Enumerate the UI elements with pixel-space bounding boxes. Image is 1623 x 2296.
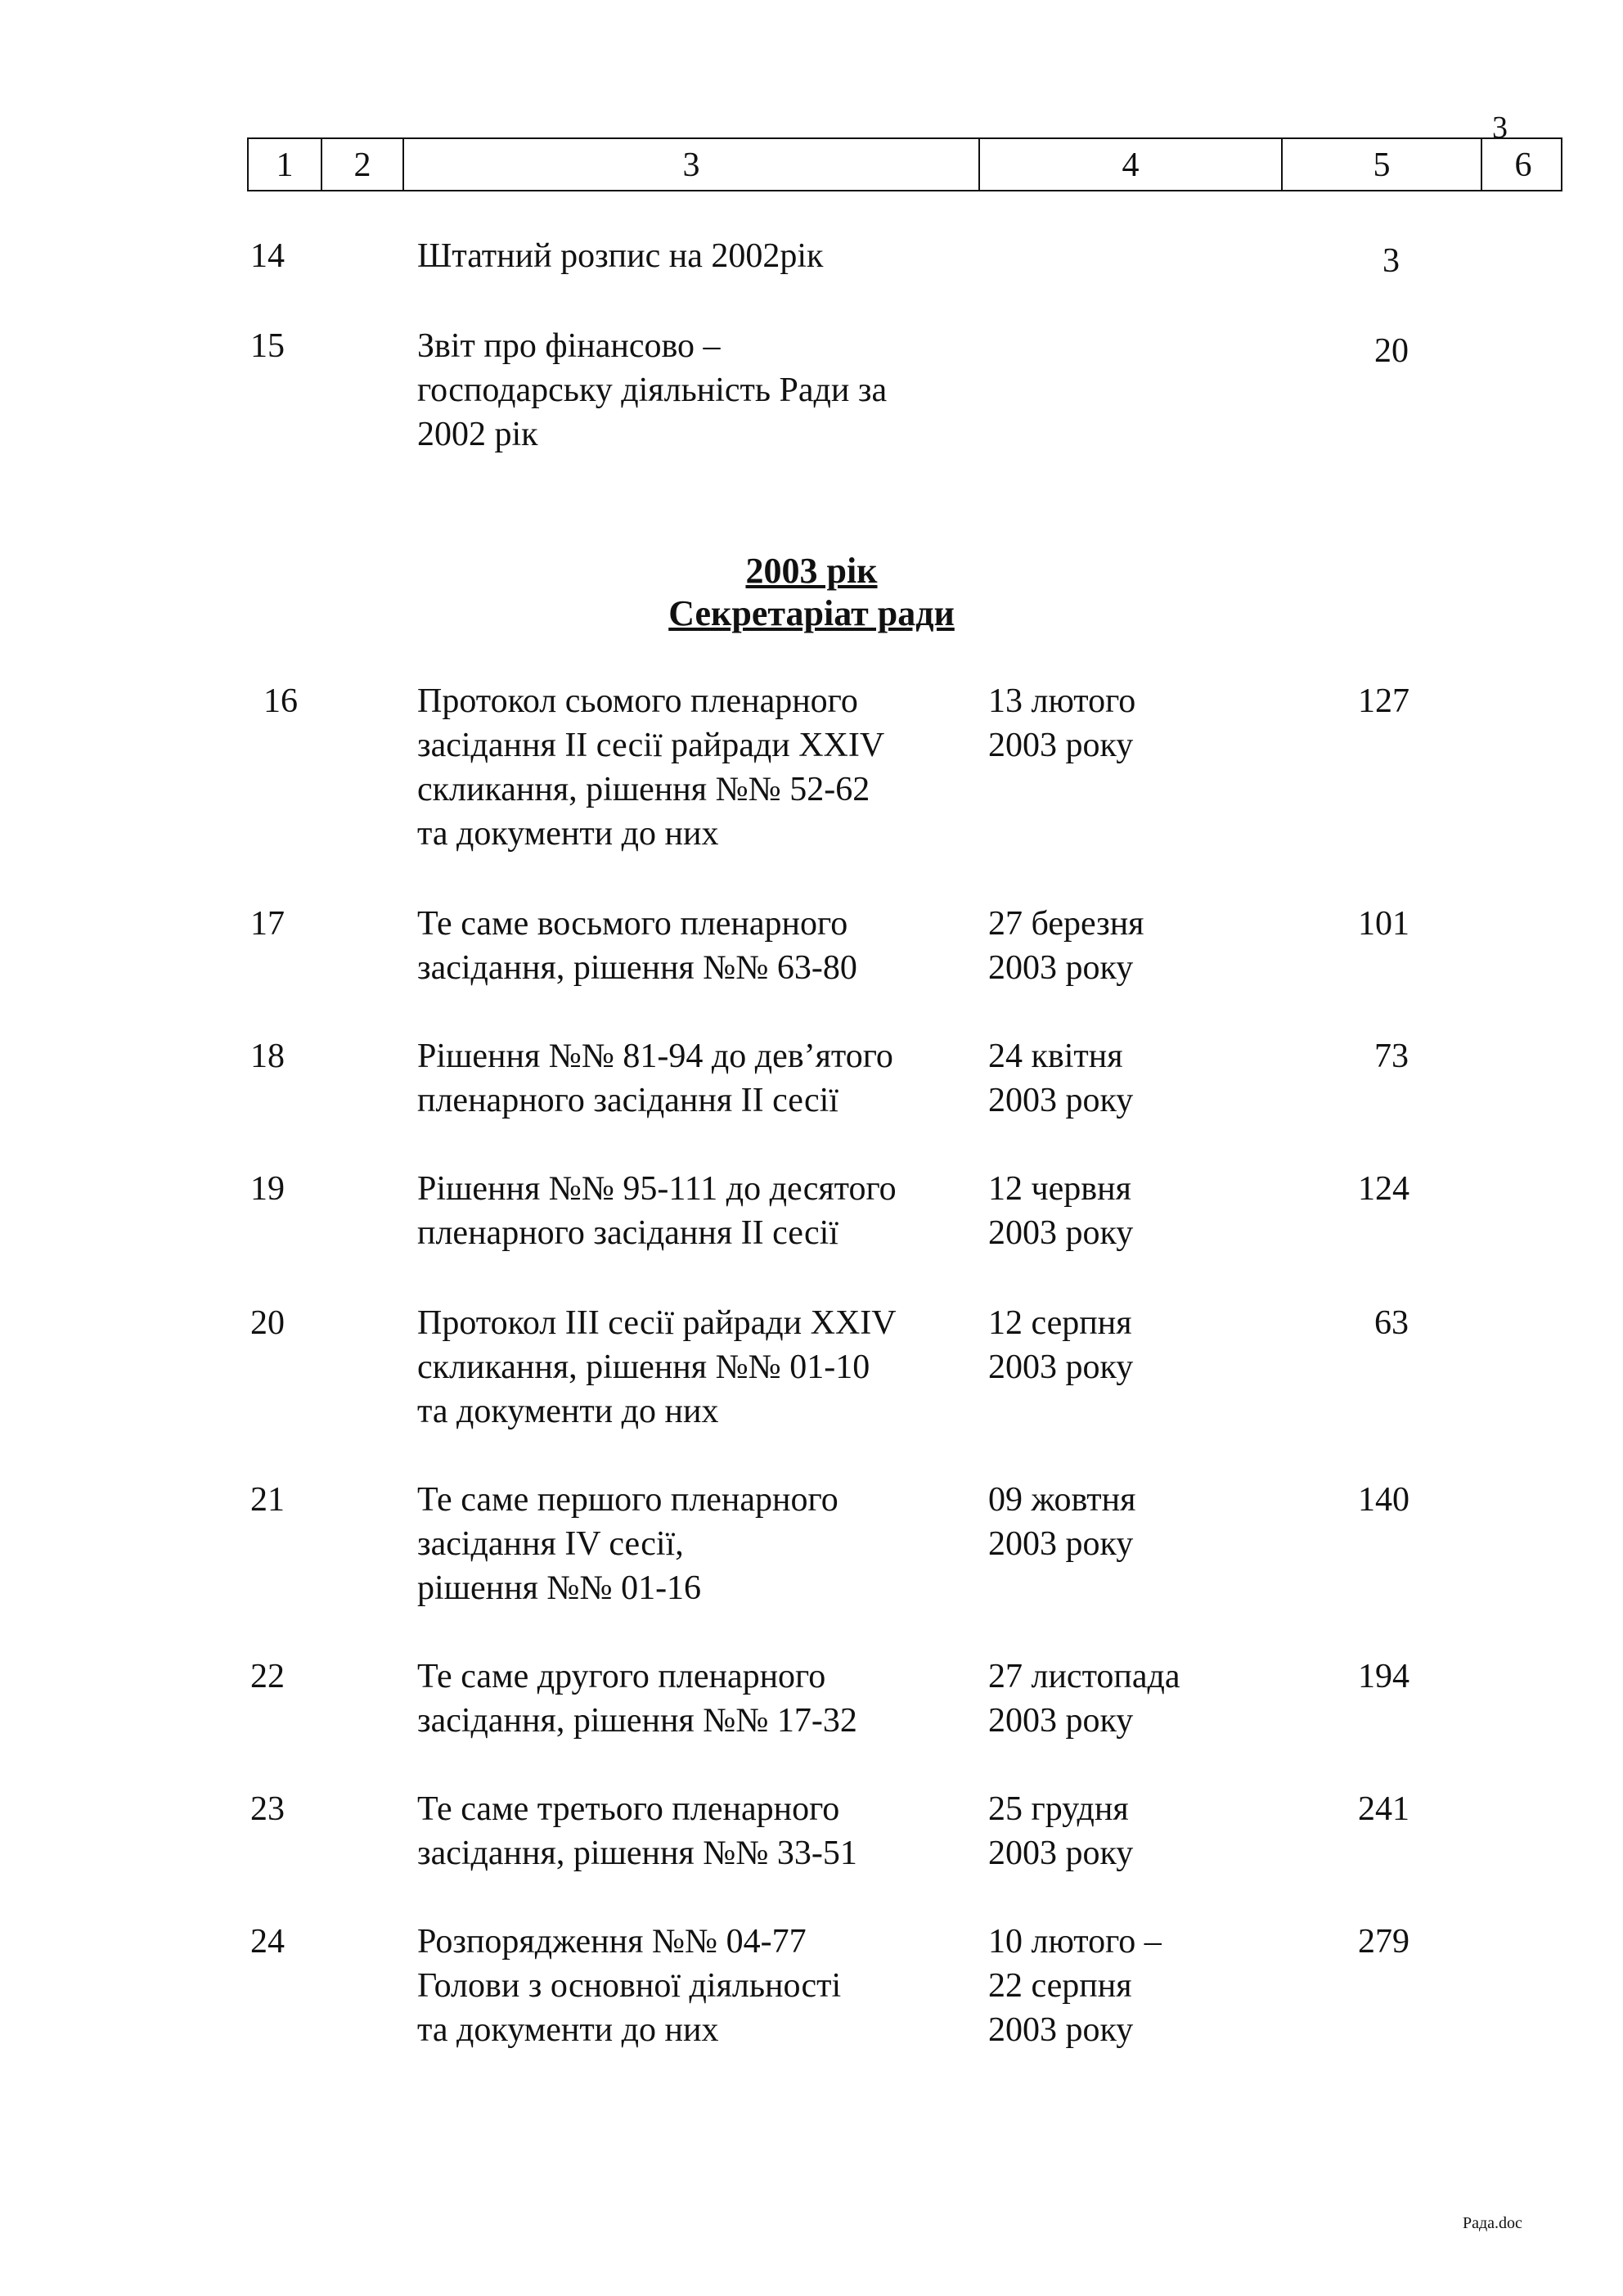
item-date: 27 березня 2003 року [988, 905, 1144, 987]
item-title: Рішення №№ 81-94 до дев’ятого пленарного засідання ІІ сесії [417, 1038, 893, 1119]
item-number: 23 [250, 1790, 285, 1828]
column-header-4: 4 [980, 139, 1283, 190]
item-date: 10 лютого – 22 серпня 2003 року [988, 1923, 1162, 2049]
item-pages: 3 [1382, 242, 1400, 280]
item-number: 15 [250, 327, 285, 365]
item-title: Штатний розпис на 2002рік [417, 237, 824, 275]
item-pages: 279 [1358, 1923, 1409, 1961]
column-header-2: 2 [322, 139, 404, 190]
item-title: Звіт про фінансово – господарську діяльність Ради за 2002 рік [417, 327, 888, 453]
item-pages: 140 [1358, 1481, 1409, 1519]
item-title: Розпорядження №№ 04-77 Голови з основної діяльності та документи до них [417, 1923, 842, 2049]
item-date: 25 грудня 2003 року [988, 1790, 1134, 1872]
item-number: 22 [250, 1658, 285, 1695]
item-pages: 241 [1358, 1790, 1409, 1828]
item-number: 21 [250, 1481, 285, 1519]
item-number: 17 [250, 905, 285, 943]
item-pages: 124 [1358, 1170, 1409, 1208]
item-pages: 63 [1374, 1304, 1409, 1342]
column-header-3: 3 [404, 139, 980, 190]
item-title: Протокол ІІІ сесії райради XXIV скликання, рішення №№ 01-10 та документи до них [417, 1304, 897, 1430]
item-title: Те саме першого пленарного засідання IV сесії, рішення №№ 01-16 [417, 1481, 838, 1607]
section-department-heading: Секретаріат ради [668, 593, 955, 633]
item-number: 24 [250, 1923, 285, 1961]
item-date: 13 лютого 2003 року [988, 682, 1136, 764]
item-title: Протокол сьомого пленарного засідання ІІ сесії райради XXIV скликання, рішення №№ 52-62 та документи до них [417, 682, 885, 853]
item-date: 09 жовтня 2003 року [988, 1481, 1136, 1563]
item-number: 18 [250, 1038, 285, 1075]
item-pages: 20 [1374, 332, 1409, 370]
item-date: 12 серпня 2003 року [988, 1304, 1134, 1386]
item-date: 12 червня 2003 року [988, 1170, 1134, 1252]
column-header-5: 5 [1283, 139, 1482, 190]
item-number: 16 [263, 682, 298, 720]
column-header-table [247, 137, 1562, 191]
item-number: 14 [250, 237, 285, 275]
item-date: 24 квітня 2003 року [988, 1038, 1134, 1119]
item-date: 27 листопада 2003 року [988, 1658, 1180, 1740]
item-title: Те саме восьмого пленарного засідання, рішення №№ 63-80 [417, 905, 857, 987]
footer-filename: Рада.doc [1463, 2214, 1522, 2232]
column-header-6: 6 [1514, 146, 1532, 184]
section-year-heading: 2003 рік [745, 551, 878, 591]
item-title: Те саме третього пленарного засідання, рішення №№ 33-51 [417, 1790, 857, 1872]
item-title: Рішення №№ 95-111 до десятого пленарного засідання ІІ сесії [417, 1170, 897, 1252]
item-pages: 101 [1358, 905, 1409, 943]
page-number: 3 [1492, 110, 1508, 145]
item-pages: 73 [1374, 1038, 1409, 1075]
column-header-1: 1 [249, 139, 322, 190]
item-pages: 127 [1358, 682, 1409, 720]
item-number: 19 [250, 1170, 285, 1208]
item-number: 20 [250, 1304, 285, 1342]
item-title: Те саме другого пленарного засідання, рішення №№ 17-32 [417, 1658, 857, 1740]
item-pages: 194 [1358, 1658, 1409, 1695]
